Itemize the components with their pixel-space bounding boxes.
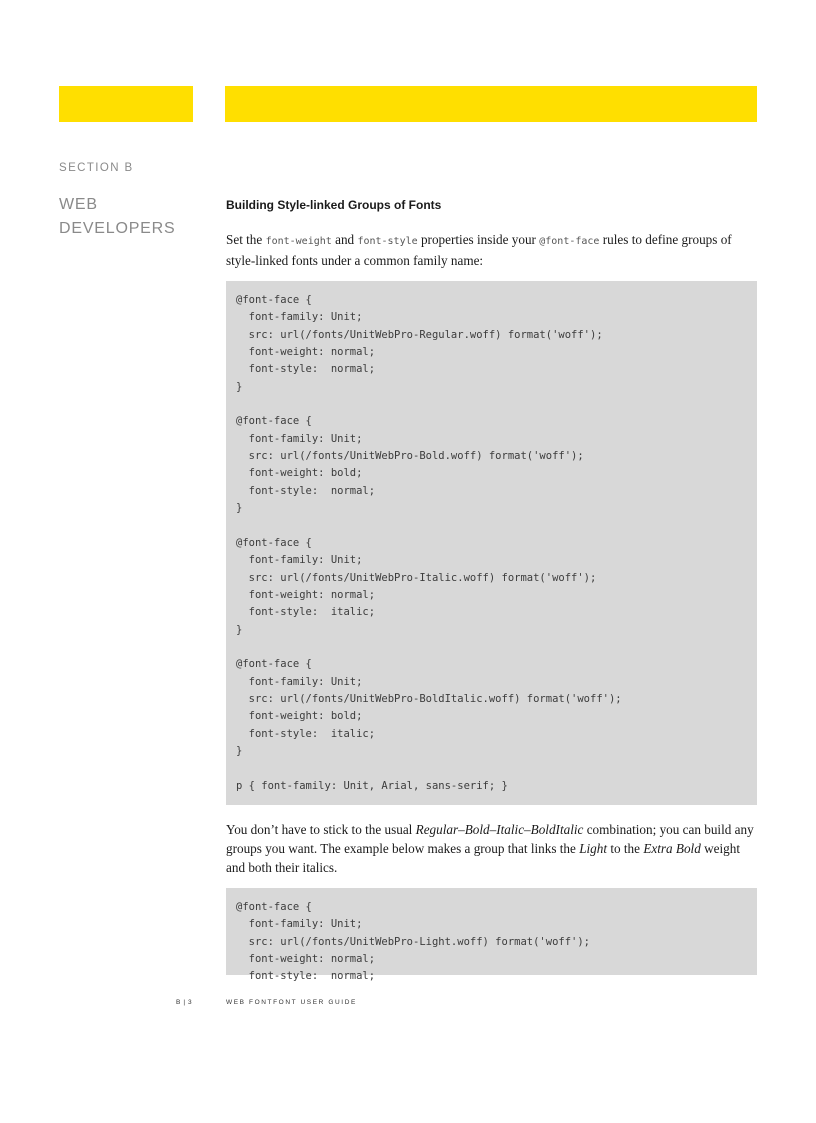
- code-font-face: @font-face: [539, 236, 600, 247]
- section-label: SECTION B: [59, 162, 134, 174]
- intro-text-3: properties inside your: [417, 232, 540, 247]
- para2-text-1: You don’t have to stick to the usual: [226, 821, 416, 837]
- para2-text-2: combination; you can build any groups you want. The example below makes a group that links the: [226, 821, 754, 856]
- intro-text-2: and: [331, 232, 358, 247]
- para2-em-light: Light: [579, 840, 608, 856]
- combination-paragraph: [226, 820, 757, 877]
- section-title-line1: WEB: [59, 196, 98, 213]
- code-font-weight: font-weight: [265, 236, 332, 247]
- page-number: B | 3: [176, 999, 193, 1006]
- code-font-style: font-style: [357, 236, 418, 247]
- main-content: [226, 197, 757, 983]
- yellow-header-bar-right: [225, 86, 757, 122]
- para2-text-3: to the: [607, 840, 644, 856]
- yellow-header-bar-left: [59, 86, 193, 122]
- page-heading: Building Style-linked Groups of Fonts: [226, 198, 442, 212]
- section-title: [59, 193, 219, 241]
- para2-text-4: weight and both their italics.: [226, 840, 741, 875]
- section-title-line2: DEVELOPERS: [59, 220, 176, 237]
- code-block-font-face-rules: @font-face { font-family: Unit; src: url(/fonts/UnitWebPro-Regular.woff) format('woff'); font-weight: normal; font-style: normal; } @font-face { font-family: Unit; src: url(/fonts/UnitWebPro-Bold.woff) format('woff'); font-weight: bold; font-style: normal; } @font-face { font-family: Unit; src: url(/fonts/UnitWebPro-Italic.woff) format('woff'); font-weight: normal; font-style: italic; } @font-face { font-family: Unit; src: url(/fonts/UnitWebPro-BoldItalic.woff) format('woff'); font-weight: bold; font-style: italic; } p { font-family: Unit, Arial, sans-serif; }: [226, 281, 757, 805]
- intro-text-1: Set the: [226, 232, 266, 247]
- para2-em-combination: Regular–Bold–Italic–BoldItalic: [415, 821, 584, 837]
- guide-title: WEB FONTFONT USER GUIDE: [226, 999, 357, 1006]
- code-block-light-example: @font-face { font-family: Unit; src: url(/fonts/UnitWebPro-Light.woff) format('woff'); font-weight: normal; font-style: normal;: [226, 888, 757, 975]
- intro-paragraph: [226, 230, 757, 270]
- intro-text-4: rules to define groups of style-linked fonts under a common family name:: [226, 232, 732, 268]
- para2-em-extra-bold: Extra Bold: [643, 840, 701, 856]
